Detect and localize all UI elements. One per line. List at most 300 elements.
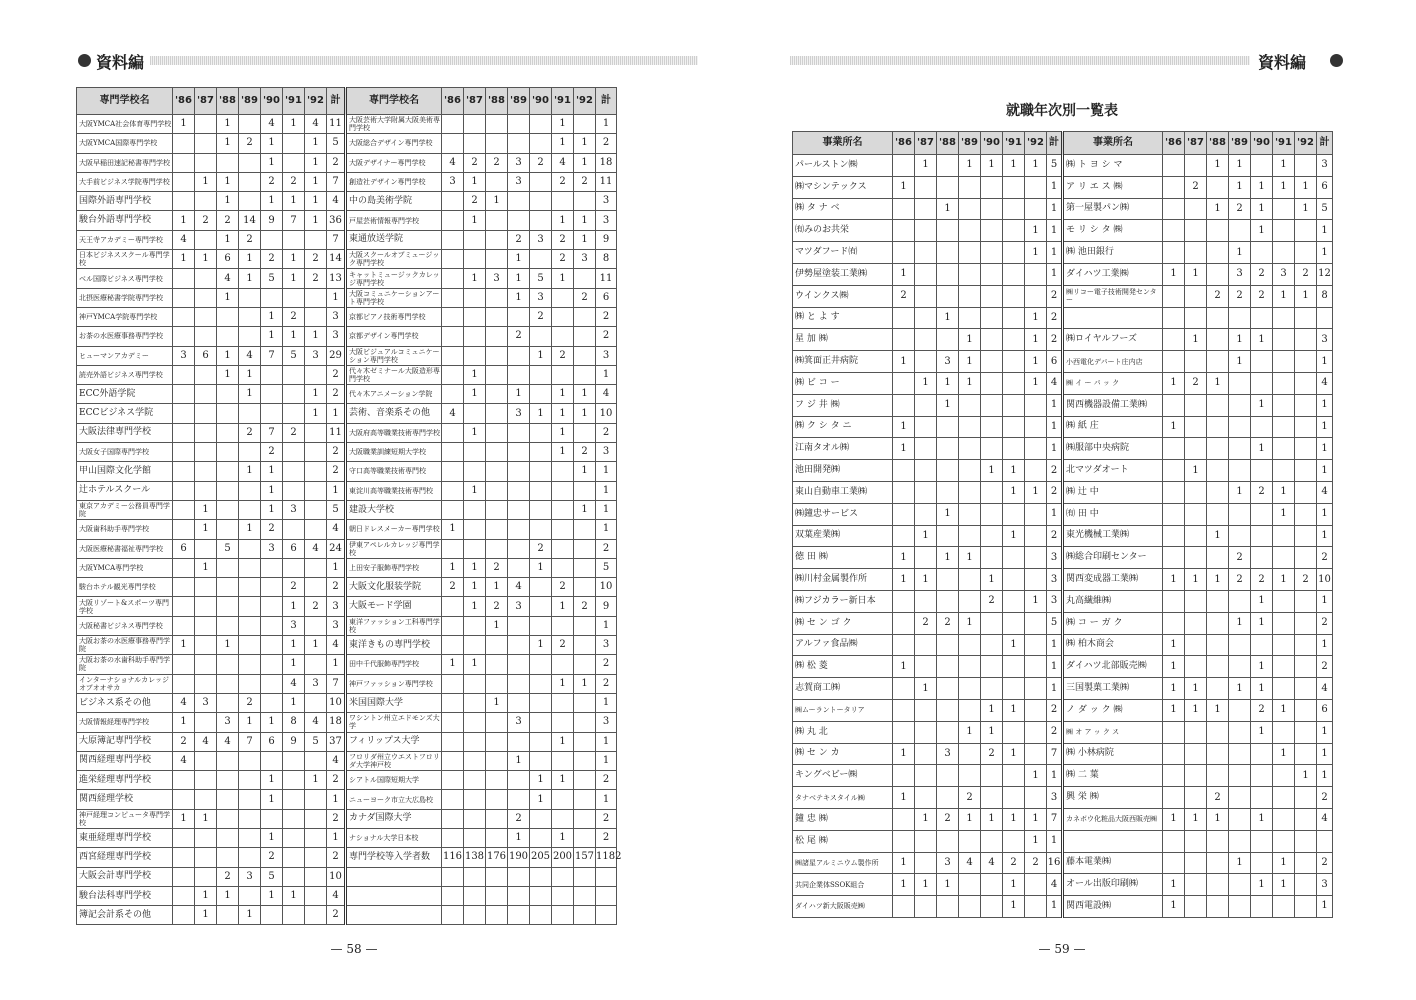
year-count-cell: 1	[283, 327, 305, 346]
row-total-cell: 2	[596, 674, 617, 693]
year-count-cell	[552, 809, 574, 828]
year-count-cell	[173, 616, 195, 635]
year-count-cell: 1	[195, 906, 217, 925]
year-count-cell: 1	[1185, 263, 1207, 285]
year-count-cell: 4	[261, 115, 283, 134]
year-count-cell: 1	[1003, 808, 1025, 830]
row-name-cell: ㈱鐘忠サービス	[793, 503, 893, 525]
year-count-cell	[1025, 285, 1047, 307]
year-count-cell	[1025, 176, 1047, 198]
year-count-cell	[893, 634, 915, 656]
table-row	[77, 462, 617, 481]
row-name-cell: 守口高等職業技術専門校	[346, 462, 442, 481]
row-name-cell: 大阪法律専門学校	[77, 423, 173, 442]
row-name-cell: 東洋きもの専門学校	[346, 636, 442, 655]
year-count-cell: 1	[1003, 874, 1025, 896]
year-count-cell	[937, 176, 959, 198]
year-count-cell: 7	[283, 211, 305, 230]
year-count-cell: 1	[530, 790, 552, 809]
column-header-year: '87	[915, 132, 937, 155]
row-name-cell: ㈱ロイヤルフーズ	[1063, 329, 1163, 351]
year-count-cell: 1	[1229, 155, 1251, 177]
year-count-cell: 1	[1163, 874, 1185, 896]
year-count-cell	[574, 732, 596, 751]
year-count-cell: 2	[305, 250, 327, 269]
year-count-cell	[217, 848, 239, 867]
row-total-cell: 1	[1047, 896, 1063, 918]
year-count-cell	[1273, 808, 1295, 830]
row-total-cell: 1	[1047, 220, 1063, 242]
year-count-cell: 1	[1025, 329, 1047, 351]
table-row	[77, 790, 617, 809]
year-count-cell	[508, 443, 530, 462]
year-count-cell: 1	[1025, 242, 1047, 264]
year-count-cell	[1025, 569, 1047, 591]
year-count-cell: 5	[261, 867, 283, 886]
year-count-cell	[283, 751, 305, 770]
year-count-cell: 2	[217, 867, 239, 886]
year-count-cell	[1251, 351, 1273, 373]
column-header-year: '86	[893, 132, 915, 155]
year-count-cell	[1295, 307, 1317, 329]
year-count-cell: 1	[239, 250, 261, 269]
year-count-cell	[464, 404, 486, 423]
year-count-cell	[442, 771, 464, 790]
year-count-cell	[1207, 329, 1229, 351]
row-name-cell: オール出版印刷㈱	[1063, 874, 1163, 896]
year-count-cell: 4	[959, 852, 981, 874]
year-count-cell: 2	[530, 153, 552, 172]
year-count-cell	[486, 443, 508, 462]
year-count-cell	[893, 155, 915, 177]
year-count-cell: 1	[464, 481, 486, 500]
page-number: — 59 —	[1038, 942, 1086, 956]
year-count-cell: 1	[239, 462, 261, 481]
table-row	[793, 351, 1333, 373]
column-header-year: 計	[596, 88, 617, 115]
year-count-cell	[261, 751, 283, 770]
year-count-cell	[574, 578, 596, 597]
year-count-cell: 1	[464, 385, 486, 404]
year-count-cell	[195, 288, 217, 307]
row-name-cell: 関西経理学校	[77, 790, 173, 809]
year-count-cell	[217, 597, 239, 616]
row-name-cell: 関西経理専門学校	[77, 751, 173, 770]
row-name-cell: ㈱ムーラントータリア	[793, 699, 893, 721]
year-count-cell	[915, 787, 937, 809]
year-count-cell	[1273, 525, 1295, 547]
table-row	[77, 269, 617, 288]
row-total-cell: 10	[327, 693, 346, 712]
row-total-cell: 1	[327, 558, 346, 577]
year-count-cell: 6	[195, 346, 217, 365]
year-count-cell	[217, 751, 239, 770]
year-count-cell	[530, 481, 552, 500]
row-total-cell: 2	[327, 153, 346, 172]
row-total-cell: 4	[327, 192, 346, 211]
year-count-cell	[305, 867, 327, 886]
year-count-cell	[1273, 307, 1295, 329]
row-name-cell: 大阪早稲田速記秘書専門学校	[77, 153, 173, 172]
year-count-cell	[195, 674, 217, 693]
year-count-cell	[1273, 830, 1295, 852]
year-count-cell: 1	[1163, 808, 1185, 830]
year-count-cell: 1	[1229, 351, 1251, 373]
year-count-cell	[1163, 242, 1185, 264]
year-count-cell: 1	[1163, 416, 1185, 438]
year-count-cell	[1025, 896, 1047, 918]
year-count-cell	[915, 896, 937, 918]
row-name-cell: 簿記会計系その他	[77, 906, 173, 925]
year-count-cell	[981, 634, 1003, 656]
year-count-cell: 14	[239, 211, 261, 230]
year-count-cell: 1	[1163, 372, 1185, 394]
year-count-cell	[1025, 438, 1047, 460]
year-count-cell	[1207, 830, 1229, 852]
year-count-cell: 1	[1025, 808, 1047, 830]
row-total-cell: 2	[1047, 307, 1063, 329]
year-count-cell: 1	[893, 569, 915, 591]
row-name-cell: 大阪モード学園	[346, 597, 442, 616]
column-header-year: '86	[1163, 132, 1185, 155]
employer-table	[792, 131, 1333, 918]
year-count-cell	[1185, 896, 1207, 918]
year-count-cell	[173, 655, 195, 674]
year-count-cell	[981, 656, 1003, 678]
year-count-cell: 2	[959, 787, 981, 809]
row-total-cell: 2	[596, 655, 617, 674]
year-count-cell: 1	[1251, 220, 1273, 242]
year-count-cell	[574, 192, 596, 211]
row-name-cell: カネボウ化粧品大阪西販売㈱	[1063, 808, 1163, 830]
year-count-cell	[1163, 220, 1185, 242]
year-count-cell	[959, 307, 981, 329]
year-count-cell	[574, 886, 596, 905]
column-header-name: 事業所名	[793, 132, 893, 155]
column-header-year: '91	[283, 88, 305, 115]
year-count-cell	[173, 867, 195, 886]
page-59	[708, 0, 1416, 1000]
year-count-cell	[1295, 481, 1317, 503]
year-count-cell	[283, 462, 305, 481]
row-name-cell: 東通放送学院	[346, 230, 442, 249]
year-count-cell	[937, 329, 959, 351]
row-name-cell	[346, 867, 442, 886]
row-total-cell: 10	[327, 867, 346, 886]
year-count-cell	[195, 269, 217, 288]
year-count-cell: 1	[195, 520, 217, 539]
row-total-cell	[596, 906, 617, 925]
row-name-cell: 大原簿記専門学校	[77, 732, 173, 751]
year-count-cell	[261, 906, 283, 925]
table-row	[77, 655, 617, 674]
row-name-cell: ダイハツ工業㈱	[1063, 263, 1163, 285]
year-count-cell	[442, 597, 464, 616]
year-count-cell	[1003, 198, 1025, 220]
year-count-cell: 1	[305, 172, 327, 191]
year-count-cell	[442, 886, 464, 905]
column-header-year: '90	[530, 88, 552, 115]
year-count-cell: 4	[442, 404, 464, 423]
row-name-cell: ニューヨーク市立大広島校	[346, 790, 442, 809]
year-count-cell	[1295, 525, 1317, 547]
year-count-cell: 1	[1185, 678, 1207, 700]
year-count-cell	[464, 500, 486, 519]
year-count-cell	[915, 547, 937, 569]
year-count-cell	[283, 443, 305, 462]
year-count-cell: 2	[1003, 852, 1025, 874]
year-count-cell	[442, 674, 464, 693]
year-count-cell: 1	[464, 365, 486, 384]
table-row	[793, 743, 1333, 765]
year-count-cell: 1	[195, 500, 217, 519]
row-total-cell: 18	[327, 713, 346, 732]
year-count-cell	[442, 751, 464, 770]
year-count-cell	[1251, 743, 1273, 765]
year-count-cell	[486, 732, 508, 751]
row-total-cell: 1	[327, 790, 346, 809]
row-total-cell: 14	[327, 250, 346, 269]
row-total-cell: 8	[1317, 285, 1333, 307]
year-count-cell: 1	[217, 172, 239, 191]
year-count-cell	[1207, 634, 1229, 656]
row-total-cell: 9	[596, 597, 617, 616]
year-count-cell	[1207, 460, 1229, 482]
row-total-cell: 1	[1047, 416, 1063, 438]
year-count-cell: 2	[893, 285, 915, 307]
year-count-cell: 1	[1273, 176, 1295, 198]
year-count-cell	[574, 636, 596, 655]
year-count-cell	[442, 307, 464, 326]
year-count-cell: 4	[173, 230, 195, 249]
year-count-cell	[937, 765, 959, 787]
year-count-cell	[508, 790, 530, 809]
year-count-cell	[261, 636, 283, 655]
year-count-cell	[1163, 830, 1185, 852]
year-count-cell: 116	[442, 848, 464, 867]
year-count-cell: 1	[552, 385, 574, 404]
year-count-cell	[1185, 155, 1207, 177]
year-count-cell: 1	[1251, 438, 1273, 460]
table-row	[793, 503, 1333, 525]
year-count-cell: 1	[217, 288, 239, 307]
year-count-cell: 3	[530, 288, 552, 307]
year-count-cell: 1	[464, 423, 486, 442]
row-name-cell: 小西電化デパート庄内店	[1063, 351, 1163, 373]
year-count-cell: 1	[217, 115, 239, 134]
row-total-cell: 1	[1047, 830, 1063, 852]
year-count-cell	[915, 285, 937, 307]
section-header	[790, 50, 1342, 72]
year-count-cell: 7	[261, 423, 283, 442]
row-total-cell: 1	[1317, 896, 1333, 918]
table-row	[77, 365, 617, 384]
year-count-cell: 1	[217, 134, 239, 153]
year-count-cell: 1	[305, 404, 327, 423]
table-row	[77, 250, 617, 269]
year-count-cell: 1	[173, 250, 195, 269]
row-total-cell: 9	[596, 230, 617, 249]
year-count-cell	[552, 307, 574, 326]
year-count-cell	[574, 520, 596, 539]
row-total-cell: 1	[1047, 394, 1063, 416]
column-header-year: '91	[1003, 132, 1025, 155]
table-row	[793, 874, 1333, 896]
year-count-cell: 1	[1229, 612, 1251, 634]
column-header-year: 計	[327, 88, 346, 115]
year-count-cell	[239, 674, 261, 693]
year-count-cell	[305, 307, 327, 326]
table-row	[77, 404, 617, 423]
year-count-cell: 3	[508, 713, 530, 732]
year-count-cell	[1207, 503, 1229, 525]
year-count-cell	[173, 134, 195, 153]
year-count-cell	[530, 385, 552, 404]
year-count-cell: 1	[937, 307, 959, 329]
year-count-cell	[1025, 503, 1047, 525]
year-count-cell: 1	[1185, 460, 1207, 482]
year-count-cell	[1207, 416, 1229, 438]
year-count-cell	[1185, 656, 1207, 678]
year-count-cell: 1	[1025, 155, 1047, 177]
row-name-cell	[346, 886, 442, 905]
year-count-cell	[552, 906, 574, 925]
year-count-cell	[1273, 765, 1295, 787]
year-count-cell	[283, 481, 305, 500]
year-count-cell	[464, 751, 486, 770]
table-row	[77, 578, 617, 597]
row-name-cell: ベル国際ビジネス専門学校	[77, 269, 173, 288]
year-count-cell	[1273, 351, 1295, 373]
year-count-cell	[530, 674, 552, 693]
year-count-cell: 2	[981, 743, 1003, 765]
year-count-cell	[195, 134, 217, 153]
row-total-cell: 2	[596, 828, 617, 847]
table-row	[77, 597, 617, 616]
year-count-cell	[442, 269, 464, 288]
row-total-cell: 2	[596, 539, 617, 558]
year-count-cell	[530, 327, 552, 346]
year-count-cell	[1185, 307, 1207, 329]
column-header-year: '92	[1025, 132, 1047, 155]
year-count-cell: 1	[239, 906, 261, 925]
year-count-cell: 1	[574, 134, 596, 153]
year-count-cell	[893, 590, 915, 612]
year-count-cell: 1	[552, 269, 574, 288]
year-count-cell	[239, 443, 261, 462]
year-count-cell	[1163, 721, 1185, 743]
year-count-cell	[1003, 220, 1025, 242]
year-count-cell	[195, 153, 217, 172]
table-row	[793, 896, 1333, 918]
row-name-cell: 大阪秘書ビジネス専門学校	[77, 616, 173, 635]
year-count-cell	[239, 848, 261, 867]
year-count-cell	[1003, 307, 1025, 329]
year-count-cell	[1207, 481, 1229, 503]
row-total-cell: 2	[1047, 721, 1063, 743]
year-count-cell	[1003, 176, 1025, 198]
year-count-cell	[283, 771, 305, 790]
year-count-cell: 1	[893, 438, 915, 460]
year-count-cell	[1163, 176, 1185, 198]
year-count-cell	[552, 790, 574, 809]
year-count-cell	[508, 365, 530, 384]
year-count-cell: 2	[1251, 285, 1273, 307]
year-count-cell	[261, 655, 283, 674]
row-total-cell: 12	[1317, 263, 1333, 285]
year-count-cell	[893, 394, 915, 416]
row-total-cell: 1	[596, 790, 617, 809]
year-count-cell: 2	[552, 578, 574, 597]
year-count-cell	[442, 192, 464, 211]
year-count-cell	[464, 307, 486, 326]
year-count-cell	[442, 423, 464, 442]
year-count-cell: 1	[1251, 329, 1273, 351]
year-count-cell	[552, 539, 574, 558]
year-count-cell: 1	[1251, 656, 1273, 678]
row-name-cell: 東淀川高等職業技術専門校	[346, 481, 442, 500]
year-count-cell: 1	[217, 346, 239, 365]
year-count-cell: 3	[508, 153, 530, 172]
year-count-cell	[1207, 351, 1229, 373]
year-count-cell	[283, 790, 305, 809]
year-count-cell	[508, 346, 530, 365]
table-row	[793, 460, 1333, 482]
year-count-cell	[915, 329, 937, 351]
year-count-cell: 4	[217, 269, 239, 288]
row-name-cell: 大阪会計専門学校	[77, 867, 173, 886]
year-count-cell	[239, 809, 261, 828]
year-count-cell	[261, 693, 283, 712]
table-row	[793, 569, 1333, 591]
year-count-cell	[937, 416, 959, 438]
year-count-cell: 2	[937, 808, 959, 830]
year-count-cell	[574, 616, 596, 635]
row-total-cell: 1	[1317, 765, 1333, 787]
row-total-cell: 11	[596, 172, 617, 191]
row-name-cell: 星 加 ㈱	[793, 329, 893, 351]
bullet-dot-icon	[78, 54, 91, 67]
year-count-cell	[1185, 242, 1207, 264]
row-total-cell: 13	[327, 269, 346, 288]
year-count-cell	[1207, 656, 1229, 678]
year-count-cell	[464, 886, 486, 905]
year-count-cell	[530, 828, 552, 847]
year-count-cell	[959, 743, 981, 765]
row-total-cell: 3	[1317, 329, 1333, 351]
year-count-cell	[239, 578, 261, 597]
year-count-cell	[937, 263, 959, 285]
column-header-name: 事業所名	[1063, 132, 1163, 155]
year-count-cell: 4	[981, 852, 1003, 874]
year-count-cell: 5	[283, 346, 305, 365]
year-count-cell	[173, 906, 195, 925]
table-row	[77, 848, 617, 867]
year-count-cell	[283, 848, 305, 867]
year-count-cell	[486, 674, 508, 693]
year-count-cell	[1273, 678, 1295, 700]
year-count-cell	[1185, 787, 1207, 809]
year-count-cell	[1229, 438, 1251, 460]
year-count-cell: 1	[508, 288, 530, 307]
year-count-cell	[464, 828, 486, 847]
year-count-cell	[442, 616, 464, 635]
year-count-cell	[1229, 765, 1251, 787]
year-count-cell	[283, 230, 305, 249]
year-count-cell	[1163, 307, 1185, 329]
year-count-cell	[173, 848, 195, 867]
year-count-cell: 1	[508, 385, 530, 404]
